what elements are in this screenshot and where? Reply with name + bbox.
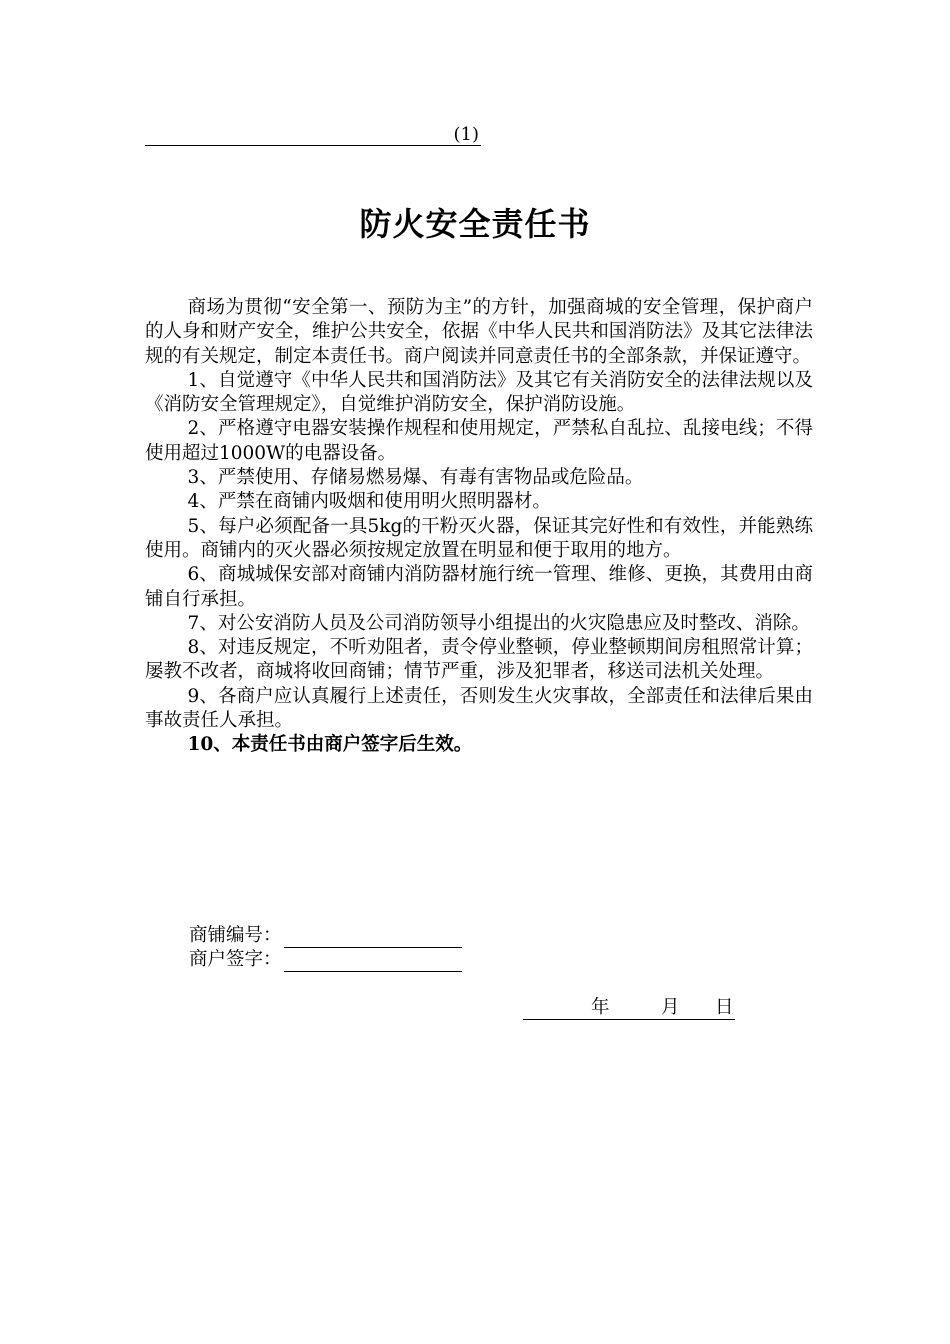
shop-number-label: 商铺编号： <box>189 925 282 946</box>
clause-8: 8、对违反规定，不听劝阻者，责令停业整顿，停业整顿期间房租照常计算；屡教不改者，商城将收回商铺；情节严重，涉及犯罪者，移送司法机关处理。 <box>145 637 813 683</box>
signature-row <box>189 948 462 972</box>
intro-paragraph: 商场为贯彻“安全第一、预防为主”的方针，加强商城的安全管理，保护商户的人身和财产安全，维护公共安全，依据《中华人民共和国消防法》及其它法律法规的有关规定，制定本责任书。商户阅读并同意责任书的全部条款，并保证遵守。 <box>145 297 813 367</box>
clause-7: 7、对公安消防人员及公司消防领导小组提出的火灾隐患应及时整改、消除。 <box>187 612 810 634</box>
clause-1: 1、自觉遵守《中华人民共和国消防法》及其它有关消防安全的法律法规以及《消防安全管理规定》，自觉维护消防安全，保护消防设施。 <box>145 369 813 416</box>
signature-label: 商户签字： <box>189 949 282 970</box>
date-month-label: 月 <box>661 997 680 1018</box>
date-line[interactable] <box>523 996 735 1020</box>
signature-blank-line[interactable] <box>284 953 462 972</box>
date-day-label: 日 <box>715 997 734 1018</box>
serial-number: (1) <box>145 124 481 146</box>
document-body <box>145 296 813 758</box>
date-year-label: 年 <box>591 997 610 1018</box>
shop-number-row <box>189 924 462 948</box>
clause-6: 6、商城城保安部对商铺内消防器材施行统一管理、维修、更换，其费用由商铺自行承担。 <box>145 564 813 610</box>
clause-5: 5、每户必须配备一具5kg的干粉灭火器，保证其完好性和有效性，并能熟练使用。商铺内的灭火器必须按规定放置在明显和便于取用的地方。 <box>145 515 813 561</box>
clause-9: 9、各商户应认真履行上述责任，否则发生火灾事故，全部责任和法律后果由事故责任人承担。 <box>145 685 813 732</box>
clause-4: 4、严禁在商铺内吸烟和使用明火照明器材。 <box>187 491 551 513</box>
page-title: 防火安全责任书 <box>359 205 591 243</box>
shop-number-blank-line[interactable] <box>284 929 462 948</box>
clause-2: 2、严格遵守电器安装操作规程和使用规定，严禁私自乱拉、乱接电线；不得使用超过1000W的电器设备。 <box>145 418 813 464</box>
clause-3: 3、严禁使用、存储易燃易爆、有毒有害物品或危险品。 <box>187 467 644 489</box>
clause-10: 10、本责任书由商户签字后生效。 <box>187 734 473 756</box>
